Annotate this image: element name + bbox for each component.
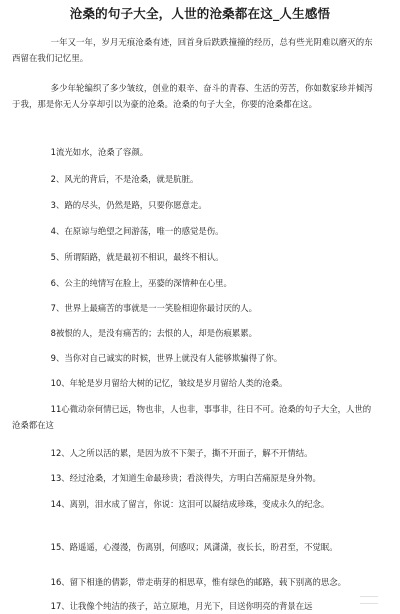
- page-scan-mark: [360, 596, 378, 604]
- list-item: 3、路的尽头，仍然是路，只要你愿意走。: [50, 200, 207, 210]
- list-item: 7、世界上最痛苦的事就是一一笑脸相迎你最讨厌的人。: [50, 303, 257, 313]
- intro-paragraph-2: 多少年轮编织了多少皱纹，创业的艰辛、奋斗的青春、生活的劳苦，你如数家珍并倾泻于我，那是你无人分享却引以为豪的沧桑。沧桑的句子大全，你要的沧桑都在这。: [12, 83, 373, 109]
- list-item: 5、所谓陌路，就是最初不相识，最终不相认。: [50, 252, 224, 262]
- list-item: 1流光如水，沧桑了容颜。: [50, 147, 149, 157]
- list-item: 14、离别，泪水成了留言，你说：这泪可以凝结成珍珠，变成永久的纪念。: [50, 499, 330, 509]
- page-title: 沧桑的句子大全，人世的沧桑都在这_人生感悟: [69, 6, 331, 21]
- list-item: 12、人之所以活的累，是因为放不下架子，撕不开面子，解不开情结。: [50, 448, 313, 458]
- list-item: 2、风光的背后，不是沧桑，就是肮脏。: [50, 174, 199, 184]
- list-item: 11心微动奈何情已远，物也非，人也非，事事非，往日不可。沧桑的句子大全，人世的沧桑都在这: [12, 404, 372, 430]
- list-item: 16、留下相逢的倩影，带走萌芽的相思草，惟有绿色的邮路，载下别离的思念。: [50, 577, 347, 587]
- list-item: 15、路遥遥，心漫漫，伤离别，何感叹；风潇潇，夜长长，盼君至，不觉眠。: [50, 542, 338, 552]
- list-item: 10、年轮是岁月留给大树的记忆，皱纹是岁月留给人类的沧桑。: [50, 378, 288, 388]
- intro-paragraph-1: 一年又一年，岁月无痕沧桑有迹，回首身后跌跌撞撞的经历，总有些光阴难以磨灭的东西留在我们记忆里。: [12, 37, 373, 63]
- list-item: 13、经过沧桑，才知道生命最珍贵；看淡得失，方明白苦痛原是身外物。: [50, 473, 321, 483]
- list-item: 4、在原谅与绝望之间游荡，唯一的感觉是伤。: [50, 226, 224, 236]
- list-item: 9、当你对自己诚实的时候，世界上就没有人能够欺骗得了你。: [50, 353, 283, 363]
- list-item: 6、公主的纯情写在脸上，巫婆的深情种在心里。: [50, 278, 232, 288]
- list-item: 17、让我像个纯洁的孩子，站立原地，月光下，目送你明亮的背景在远: [50, 601, 313, 611]
- list-item: 8被恨的人，是没有痛苦的；去恨的人，却是伤痕累累。: [50, 328, 257, 338]
